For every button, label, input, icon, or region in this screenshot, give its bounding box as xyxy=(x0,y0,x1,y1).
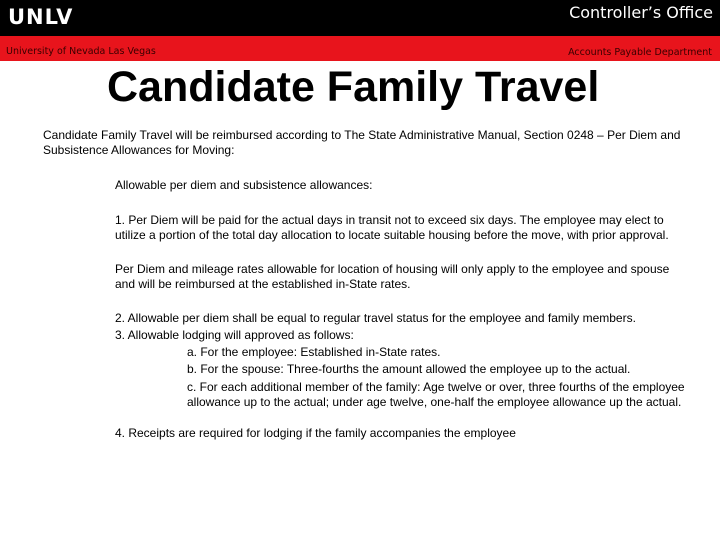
university-name: University of Nevada Las Vegas xyxy=(6,46,156,57)
item-3a: a. For the employee: Established in-State rates. xyxy=(187,345,441,359)
item-1: 1. Per Diem will be paid for the actual days in transit not to exceed six days. The employee may elect to utilize a portion of the total day allocation to locate suitable housing before the move, with prior approval. xyxy=(115,213,669,242)
item-3b: b. For the spouse: Three-fourths the amount allowed the employee up to the actual. xyxy=(187,362,631,376)
item-4: 4. Receipts are required for lodging if the family accompanies the employee xyxy=(115,426,516,440)
allowable-heading: Allowable per diem and subsistence allowances: xyxy=(115,178,373,192)
header-red-bar xyxy=(0,36,720,61)
header-black-bar xyxy=(0,0,720,36)
controllers-office-title: Controller’s Office xyxy=(569,3,713,22)
unlv-logo: UNLV xyxy=(8,5,74,29)
mileage-paragraph: Per Diem and mileage rates allowable for location of housing will only apply to the employee and spouse and will be reimbursed at the established in-State rates. xyxy=(115,262,670,291)
department-name: Accounts Payable Department xyxy=(568,47,712,58)
item-2: 2. Allowable per diem shall be equal to regular travel status for the employee and family members. xyxy=(115,311,636,325)
item-3: 3. Allowable lodging will approved as follows: xyxy=(115,328,354,342)
page-title: Candidate Family Travel xyxy=(107,63,600,111)
item-3c: c. For each additional member of the family: Age twelve or over, three fourths of the employee allowance up to the actual; under age twelve, one-half the employee allowance up the actual. xyxy=(187,380,685,409)
intro-paragraph: Candidate Family Travel will be reimbursed according to The State Administrative Manual, Section 0248 – Per Diem and Subsistence Allowances for Moving: xyxy=(43,128,681,157)
